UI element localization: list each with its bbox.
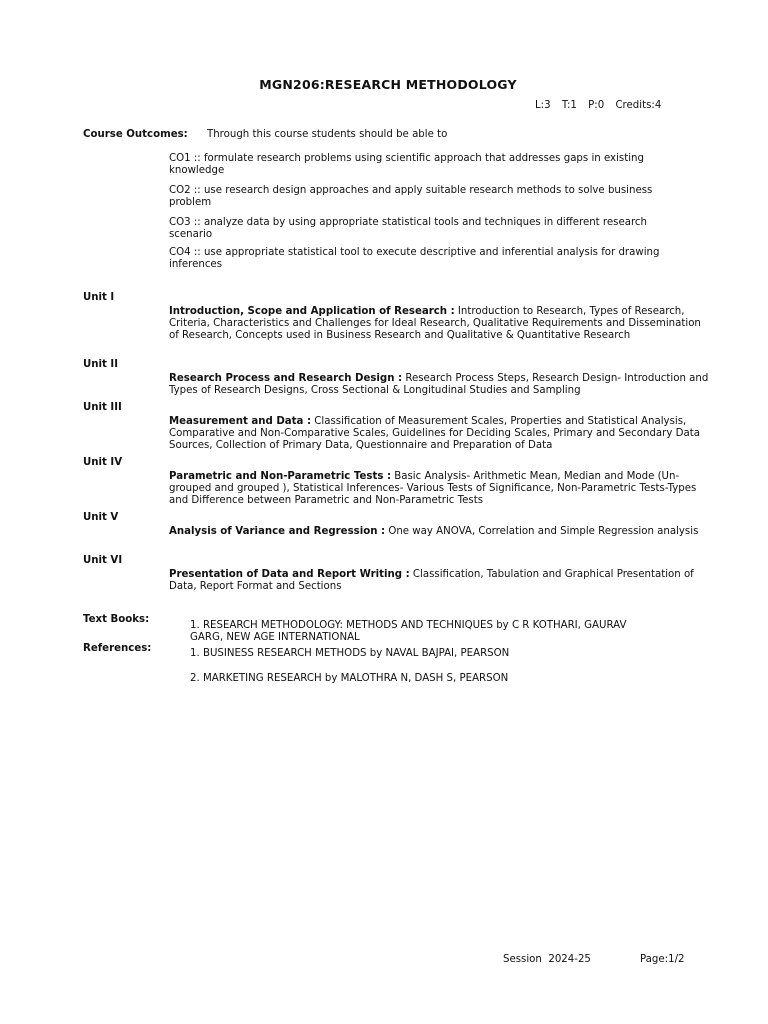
unit-content-2: [169, 373, 709, 397]
unit-content-1: [169, 306, 709, 342]
reference-1: 1. BUSINESS RESEARCH METHODS by NAVAL BAJPAI, PEARSON: [190, 648, 510, 659]
document-title: MGN206:RESEARCH METHODOLOGY: [259, 77, 517, 92]
unit-label-2: Unit II: [83, 359, 119, 370]
unit-content-4: [169, 471, 709, 507]
unit-heading-2: Research Process and Research Design :: [169, 373, 403, 384]
unit-label-6: Unit VI: [83, 555, 123, 566]
unit-topics-3: Classification of Measurement Scales, Properties and Statistical Analysis, Comparative and Non-Comparative Scales, Guidelines for Deciding Scales, Primary and Secondary Data Sources, Collection of Primary Data, Questionnaire and Preparation of Data: [169, 416, 700, 451]
credit-info: [535, 100, 661, 112]
course-outcome-2: CO2 :: use research design approaches and apply suitable research methods to solve business problem: [169, 185, 653, 208]
unit-label-1: Unit I: [83, 292, 115, 303]
lecture-hours: L:3: [535, 100, 551, 111]
text-book-1: 1. RESEARCH METHODOLOGY: METHODS AND TECHNIQUES by C R KOTHARI, GAURAV GARG, NEW AGE INTERNATIONAL: [190, 620, 627, 643]
unit-topics-5: One way ANOVA, Correlation and Simple Regression analysis: [385, 526, 699, 537]
unit-label-4: Unit IV: [83, 457, 123, 468]
text-books-label: Text Books:: [83, 614, 150, 625]
unit-label-5: Unit V: [83, 512, 119, 523]
tutorial-hours: T:1: [561, 100, 577, 111]
references-label: References:: [83, 643, 152, 654]
course-outcome-3: CO3 :: analyze data by using appropriate statistical tools and techniques in different research scenario: [169, 217, 647, 240]
unit-content-6: [169, 569, 709, 593]
unit-topics-2: Research Process Steps, Research Design- Introduction and Types of Research Designs, Cross Sectional & Longitudinal Studies and Sampling: [169, 373, 709, 396]
unit-content-5: [169, 526, 709, 538]
unit-heading-1: Introduction, Scope and Application of Research :: [169, 306, 455, 317]
unit-topics-1: Introduction to Research, Types of Research, Criteria, Characteristics and Challenges for Ideal Research, Qualitative Requirements and Dissemination of Research, Concepts used in Business Research and Qualitative & Quantitative Research: [169, 306, 701, 341]
unit-label-3: Unit III: [83, 402, 122, 413]
practical-hours: P:0: [588, 100, 605, 111]
reference-2: 2. MARKETING RESEARCH by MALOTHRA N, DASH S, PEARSON: [190, 673, 509, 684]
course-outcome-1: CO1 :: formulate research problems using scientific approach that addresses gaps in existing knowledge: [169, 153, 644, 176]
unit-heading-5: Analysis of Variance and Regression :: [169, 526, 386, 537]
unit-heading-6: Presentation of Data and Report Writing :: [169, 569, 410, 580]
unit-heading-4: Parametric and Non-Parametric Tests :: [169, 471, 392, 482]
credits: Credits:4: [615, 100, 662, 111]
course-outcome-4: CO4 :: use appropriate statistical tool to execute descriptive and inferential analysis for drawing inferences: [169, 247, 660, 270]
unit-content-3: [169, 416, 709, 452]
unit-topics-6: Classification, Tabulation and Graphical Presentation of Data, Report Format and Sections: [169, 569, 694, 592]
unit-topics-4: Basic Analysis- Arithmetic Mean, Median and Mode (Un-grouped and grouped ), Statistical Inferences- Various Tests of Significance, Non-Parametric Tests-Types and Difference between Parametric and Non-Parametric Tests: [169, 471, 697, 506]
course-outcomes-intro: Through this course students should be able to: [207, 129, 448, 140]
session-label: Session 2024-25: [503, 954, 591, 965]
course-outcomes-label: Course Outcomes:: [83, 129, 188, 140]
page-number: Page:1/2: [640, 954, 685, 965]
unit-heading-3: Measurement and Data :: [169, 416, 312, 427]
